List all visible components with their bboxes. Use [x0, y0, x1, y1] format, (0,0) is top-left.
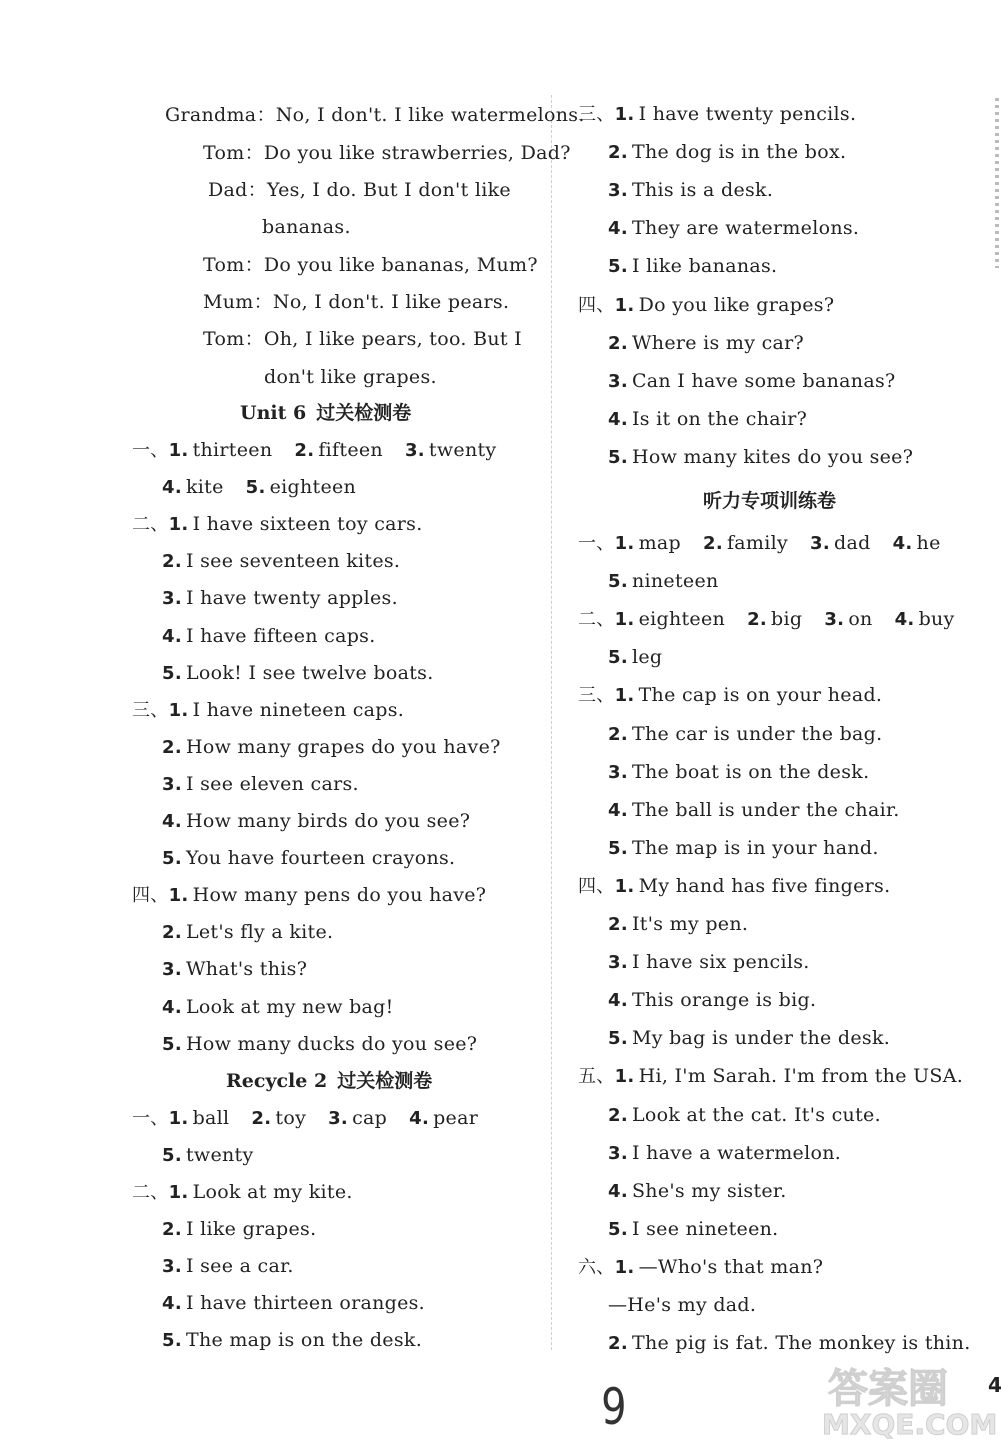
answer-line	[162, 1217, 338, 1242]
item-number: 3.	[162, 959, 182, 981]
item-number: 3.	[162, 1256, 182, 1277]
heading-en: Unit 6	[240, 402, 307, 424]
section-marker: 五、	[578, 1066, 615, 1088]
answer-line	[162, 549, 422, 574]
item-text: This is a desk.	[631, 179, 774, 202]
answer-line	[162, 1032, 499, 1057]
dialogue-text: Oh, I like pears, too. But I	[263, 328, 522, 350]
dialogue-line	[203, 141, 571, 165]
item-number: 2.	[162, 922, 182, 944]
section-marker: 一、	[578, 533, 615, 554]
answer-line	[578, 607, 977, 632]
item-number: 5.	[162, 848, 182, 870]
section-marker: 三、	[578, 104, 615, 125]
dialogue-line	[165, 103, 585, 127]
item-text: The car is under the bag.	[631, 722, 883, 745]
item-number: 1.	[168, 885, 189, 907]
dialogue-text: don't like grapes.	[264, 366, 437, 388]
answer-line	[608, 722, 904, 747]
item-text: map	[638, 532, 681, 554]
item-number: 1.	[168, 514, 189, 536]
item-number: 5.	[162, 662, 182, 684]
answer-line	[608, 798, 922, 823]
speaker-name: Tom	[203, 328, 245, 350]
heading-cn: 过关检测卷	[337, 1070, 433, 1092]
item-number: 3.	[608, 1142, 628, 1164]
item-text: I like bananas.	[631, 255, 778, 278]
item-number: 5.	[608, 1218, 628, 1240]
item-text: You have fourteen crayons.	[185, 847, 456, 870]
watermark-text-bottom: MXQE.COM	[822, 1408, 998, 1441]
answer-line	[132, 438, 518, 463]
item-text: I have twenty apples.	[185, 587, 398, 610]
item-number: 2.	[162, 551, 182, 573]
answer-line	[162, 661, 456, 686]
section-marker: 三、	[578, 685, 615, 707]
answer-line	[608, 1331, 993, 1356]
speaker-name: Grandma	[165, 104, 257, 126]
item-number: 3.	[608, 370, 628, 392]
answer-line	[162, 809, 492, 834]
item-text: he	[916, 532, 941, 554]
dialogue-text: Yes, I do. But I don't like	[266, 179, 511, 201]
listening-heading	[703, 489, 836, 513]
item-text: I have a watermelon.	[631, 1141, 842, 1164]
item-text: big	[771, 608, 803, 631]
item-number: 2.	[608, 142, 628, 164]
answer-line	[162, 1291, 447, 1316]
item-text: The boat is on the desk.	[631, 760, 870, 783]
item-number: 4.	[608, 408, 628, 430]
answer-line	[162, 957, 329, 982]
item-text: She's my sister.	[631, 1179, 787, 1202]
handwritten-mark: 9	[601, 1378, 627, 1436]
item-number: 5.	[608, 446, 628, 468]
item-text: How many kites do you see?	[631, 445, 914, 468]
section-marker: 四、	[578, 875, 615, 897]
item-text: Look at my kite.	[192, 1181, 353, 1203]
section-marker: 六、	[578, 1256, 615, 1278]
answer-line	[578, 531, 963, 556]
item-number: 1.	[168, 440, 189, 461]
item-text: My bag is under the desk.	[631, 1027, 891, 1050]
item-number: 1.	[614, 1256, 635, 1278]
item-text: Look at the cat. It's cute.	[631, 1103, 881, 1126]
item-number: 4.	[608, 799, 628, 821]
answer-line	[162, 475, 378, 500]
item-number: 1.	[614, 685, 635, 707]
item-number: 1.	[614, 104, 635, 125]
item-text: The cap is on your head.	[638, 684, 883, 707]
item-text: I have nineteen caps.	[192, 698, 405, 721]
answer-line	[132, 1180, 375, 1205]
answer-line	[608, 1217, 801, 1242]
item-number: 5.	[608, 571, 628, 593]
item-text: twenty	[428, 439, 497, 461]
item-text: Look at my new bag!	[185, 995, 394, 1018]
item-text: I have six pencils.	[631, 951, 810, 974]
speaker-colon: ：	[244, 142, 264, 164]
item-text: buy	[918, 608, 955, 631]
answer-line	[608, 254, 799, 279]
item-number: 1.	[614, 294, 635, 316]
item-text: I like grapes.	[185, 1218, 317, 1240]
section-marker: 一、	[132, 1108, 169, 1129]
answer-line	[162, 1328, 444, 1353]
item-text: Hi, I'm Sarah. I'm from the USA.	[638, 1065, 964, 1088]
dialogue-text: Do you like bananas, Mum?	[263, 254, 538, 276]
item-text: This orange is big.	[631, 989, 817, 1012]
dialogue-line	[203, 253, 538, 277]
dialogue-text: Do you like strawberries, Dad?	[263, 142, 571, 164]
dialogue-text: bananas.	[262, 216, 351, 238]
speaker-name: Dad	[208, 179, 248, 201]
item-text: fifteen	[318, 439, 383, 461]
section-marker: 二、	[132, 1182, 169, 1203]
page-number: 4	[988, 1373, 1002, 1397]
dialogue-text: No, I don't. I like pears.	[272, 291, 510, 313]
item-number: 3.	[328, 1108, 349, 1129]
recycle2-heading	[226, 1069, 432, 1093]
item-number: 5.	[162, 1330, 182, 1351]
answer-line	[608, 836, 901, 861]
item-number: 3.	[810, 533, 831, 554]
item-text: The map is in your hand.	[631, 836, 879, 859]
item-number: 2.	[251, 1108, 272, 1129]
item-text: How many ducks do you see?	[185, 1032, 478, 1055]
item-number: 1.	[168, 1108, 189, 1129]
item-text: I have thirteen oranges.	[185, 1292, 426, 1314]
item-text: family	[726, 532, 789, 554]
item-text: —He's my dad.	[608, 1294, 757, 1316]
item-text: I see nineteen.	[631, 1217, 779, 1240]
item-text: I have sixteen toy cars.	[192, 513, 423, 536]
answer-line	[162, 735, 523, 760]
answer-line	[578, 293, 856, 318]
item-number: 2.	[608, 723, 628, 745]
item-text: twenty	[185, 1144, 254, 1166]
item-number: 4.	[162, 1293, 182, 1314]
item-number: 4.	[409, 1108, 430, 1129]
item-text: eighteen	[638, 608, 726, 631]
speaker-colon: ：	[244, 328, 264, 350]
section-marker: 二、	[132, 514, 169, 536]
item-text: I have twenty pencils.	[638, 103, 857, 125]
answer-line	[162, 624, 398, 649]
watermark-text-top: 答案圈	[828, 1366, 948, 1412]
item-text: How many pens do you have?	[192, 884, 487, 907]
item-text: I see eleven cars.	[185, 772, 359, 795]
item-number: 1.	[614, 875, 635, 897]
section-marker: 四、	[578, 294, 615, 316]
item-number: 2.	[294, 440, 315, 461]
item-number: 4.	[608, 218, 628, 240]
answer-line	[162, 586, 420, 611]
answer-line	[162, 1143, 276, 1168]
watermark-logo	[820, 1360, 998, 1441]
item-number: 3.	[824, 609, 845, 631]
dialogue-line	[203, 327, 522, 351]
item-text: eighteen	[269, 476, 357, 499]
answer-line	[608, 1103, 903, 1128]
answer-line	[162, 995, 416, 1020]
item-number: 1.	[614, 609, 635, 631]
item-text: My hand has five fingers.	[638, 874, 891, 897]
heading-cn: 听力专项训练卷	[703, 490, 837, 512]
item-number: 4.	[608, 1180, 628, 1202]
answer-line	[608, 331, 826, 356]
answer-line	[608, 988, 838, 1013]
heading-en: Recycle 2	[226, 1070, 328, 1092]
item-text: The dog is in the box.	[631, 141, 847, 164]
answer-line	[608, 912, 770, 937]
item-number: 5.	[162, 1145, 182, 1166]
item-number: 4.	[608, 990, 628, 1012]
answer-line	[578, 1255, 845, 1280]
page-edge-marks	[995, 98, 999, 268]
answer-line	[132, 1106, 500, 1131]
answer-line	[162, 846, 477, 871]
item-text: How many birds do you see?	[185, 810, 471, 832]
item-text: —Who's that man?	[638, 1255, 824, 1278]
item-text: ball	[192, 1107, 230, 1129]
item-number: 4.	[162, 625, 182, 647]
dialogue-line	[208, 178, 511, 202]
answer-line	[608, 950, 832, 975]
speaker-name: Tom	[203, 142, 245, 164]
answer-line	[608, 1179, 809, 1204]
speaker-colon: ：	[247, 179, 267, 201]
dialogue-line	[262, 215, 351, 239]
answer-line	[162, 1254, 316, 1279]
item-number: 5.	[608, 647, 628, 669]
item-text: leg	[631, 646, 663, 669]
section-marker: 二、	[578, 609, 615, 631]
dialogue-text: No, I don't. I like watermelons.	[275, 104, 585, 126]
item-text: Let's fly a kite.	[185, 921, 334, 944]
item-text: dad	[834, 532, 871, 554]
item-number: 1.	[614, 1066, 635, 1088]
answer-line	[578, 102, 878, 127]
item-number: 5.	[245, 477, 266, 499]
answer-line	[608, 407, 829, 432]
item-text: What's this?	[185, 958, 308, 981]
answer-line	[578, 874, 912, 899]
item-text: How many grapes do you have?	[185, 735, 501, 758]
dialogue-line	[203, 290, 509, 314]
item-text: Look! I see twelve boats.	[185, 661, 434, 684]
item-text: toy	[275, 1107, 307, 1129]
item-text: Do you like grapes?	[638, 293, 835, 316]
item-text: I see a car.	[185, 1255, 294, 1277]
item-number: 2.	[703, 533, 723, 554]
item-number: 3.	[608, 761, 628, 783]
answer-line	[608, 645, 684, 670]
answer-line	[132, 883, 508, 908]
speaker-colon: ：	[253, 291, 273, 313]
answer-line	[608, 1141, 863, 1166]
item-number: 2.	[608, 914, 628, 935]
section-marker: 四、	[132, 885, 169, 907]
item-number: 5.	[608, 256, 628, 278]
item-text: pear	[433, 1107, 479, 1129]
dialogue-line	[264, 365, 437, 389]
item-text: kite	[185, 476, 224, 499]
item-text: It's my pen.	[631, 913, 749, 935]
answer-line	[608, 569, 741, 594]
item-text: thirteen	[192, 439, 273, 461]
item-number: 2.	[747, 609, 768, 631]
item-number: 3.	[162, 588, 182, 610]
item-number: 5.	[608, 837, 628, 859]
item-text: I see seventeen kites.	[185, 550, 401, 573]
item-number: 3.	[608, 952, 628, 974]
item-text: The map is on the desk.	[185, 1329, 423, 1351]
item-text: cap	[352, 1107, 388, 1129]
item-text: I have fifteen caps.	[185, 624, 376, 647]
item-number: 5.	[608, 1028, 628, 1050]
answer-line	[578, 1064, 985, 1089]
item-text: Can I have some bananas?	[631, 369, 896, 392]
answer-line	[608, 369, 917, 394]
item-number: 2.	[162, 736, 182, 758]
section-marker: 三、	[132, 699, 169, 721]
item-text: nineteen	[631, 570, 719, 593]
answer-line	[132, 512, 445, 537]
heading-cn: 过关检测卷	[316, 402, 412, 424]
speaker-name: Mum	[203, 291, 254, 313]
item-number: 3.	[162, 773, 182, 795]
speaker-name: Tom	[203, 254, 245, 276]
item-number: 4.	[162, 811, 182, 832]
item-number: 1.	[168, 699, 189, 721]
item-number: 2.	[608, 1104, 628, 1126]
answer-line	[608, 216, 881, 241]
item-number: 4.	[892, 533, 913, 554]
speaker-colon: ：	[256, 104, 276, 126]
item-number: 2.	[608, 1333, 628, 1355]
answer-line	[162, 772, 381, 797]
answer-line	[608, 178, 795, 203]
item-text: on	[848, 608, 873, 631]
unit6-heading	[240, 401, 411, 425]
section-marker: 一、	[132, 440, 169, 461]
answer-line	[608, 140, 868, 165]
item-number: 4.	[162, 996, 182, 1018]
item-text: The pig is fat. The monkey is thin.	[631, 1332, 971, 1355]
item-text: Where is my car?	[631, 331, 805, 354]
item-number: 3.	[404, 440, 425, 461]
answer-line	[608, 760, 891, 785]
answer-line	[162, 920, 355, 945]
column-divider	[551, 95, 552, 1350]
item-number: 4.	[162, 477, 182, 499]
item-text: They are watermelons.	[631, 217, 860, 240]
answer-line	[132, 698, 426, 723]
answer-line	[608, 1293, 778, 1317]
item-number: 2.	[162, 1219, 182, 1240]
answer-line	[608, 445, 935, 470]
item-number: 3.	[608, 180, 628, 202]
item-number: 1.	[168, 1182, 189, 1203]
item-number: 5.	[162, 1033, 182, 1055]
item-number: 1.	[614, 533, 635, 554]
answer-line	[608, 1026, 912, 1051]
item-text: Is it on the chair?	[631, 407, 808, 430]
answer-line	[578, 683, 904, 708]
item-number: 2.	[608, 332, 628, 354]
item-number: 4.	[894, 609, 915, 631]
speaker-colon: ：	[244, 254, 264, 276]
item-text: The ball is under the chair.	[631, 798, 900, 821]
